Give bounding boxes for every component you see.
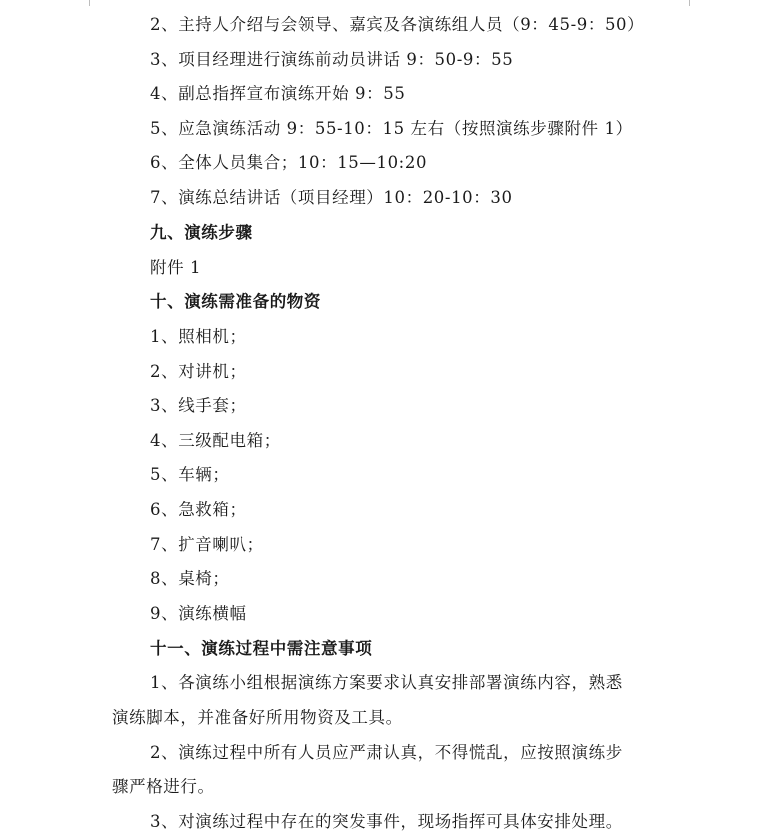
page-corner-mark-right	[673, 0, 690, 6]
section-heading-materials: 十、演练需准备的物资	[150, 292, 321, 311]
schedule-item: 7、演练总结讲话（项目经理）10：20-10：30	[150, 188, 513, 207]
section-heading-precautions: 十一、演练过程中需注意事项	[150, 639, 373, 658]
section-heading-drill-steps: 九、演练步骤	[150, 223, 253, 242]
schedule-item: 2、主持人介绍与会领导、嘉宾及各演练组人员（9：45-9：50）	[150, 15, 645, 34]
material-item: 6、急救箱；	[150, 500, 247, 519]
material-item: 7、扩音喇叭；	[150, 535, 264, 554]
material-item: 9、演练横幅	[150, 604, 247, 623]
precaution-paragraph-continuation: 骤严格进行。	[112, 777, 215, 796]
material-item: 5、车辆；	[150, 465, 230, 484]
schedule-item: 5、应急演练活动 9：55-10：15 左右（按照演练步骤附件 1）	[150, 119, 633, 138]
precaution-paragraph-continuation: 演练脚本，并准备好所用物资及工具。	[112, 708, 403, 727]
material-item: 4、三级配电箱；	[150, 431, 281, 450]
precaution-paragraph-first-line: 2、演练过程中所有人员应严肃认真，不得慌乱，应按照演练步	[150, 743, 623, 762]
material-item: 3、线手套；	[150, 396, 247, 415]
material-item: 2、对讲机；	[150, 362, 247, 381]
page-corner-mark-left	[89, 0, 106, 6]
section-body-attachment: 附件 1	[150, 258, 202, 277]
precaution-paragraph-first-line: 3、对演练过程中存在的突发事件，现场指挥可具体安排处理。	[150, 812, 623, 831]
schedule-item: 6、全体人员集合；10：15—10:20	[150, 153, 428, 172]
precaution-paragraph-first-line: 1、各演练小组根据演练方案要求认真安排部署演练内容，熟悉	[150, 673, 623, 692]
schedule-item: 3、项目经理进行演练前动员讲话 9：50-9：55	[150, 50, 514, 69]
material-item: 1、照相机；	[150, 327, 247, 346]
schedule-item: 4、副总指挥宣布演练开始 9：55	[150, 84, 406, 103]
material-item: 8、桌椅；	[150, 569, 230, 588]
